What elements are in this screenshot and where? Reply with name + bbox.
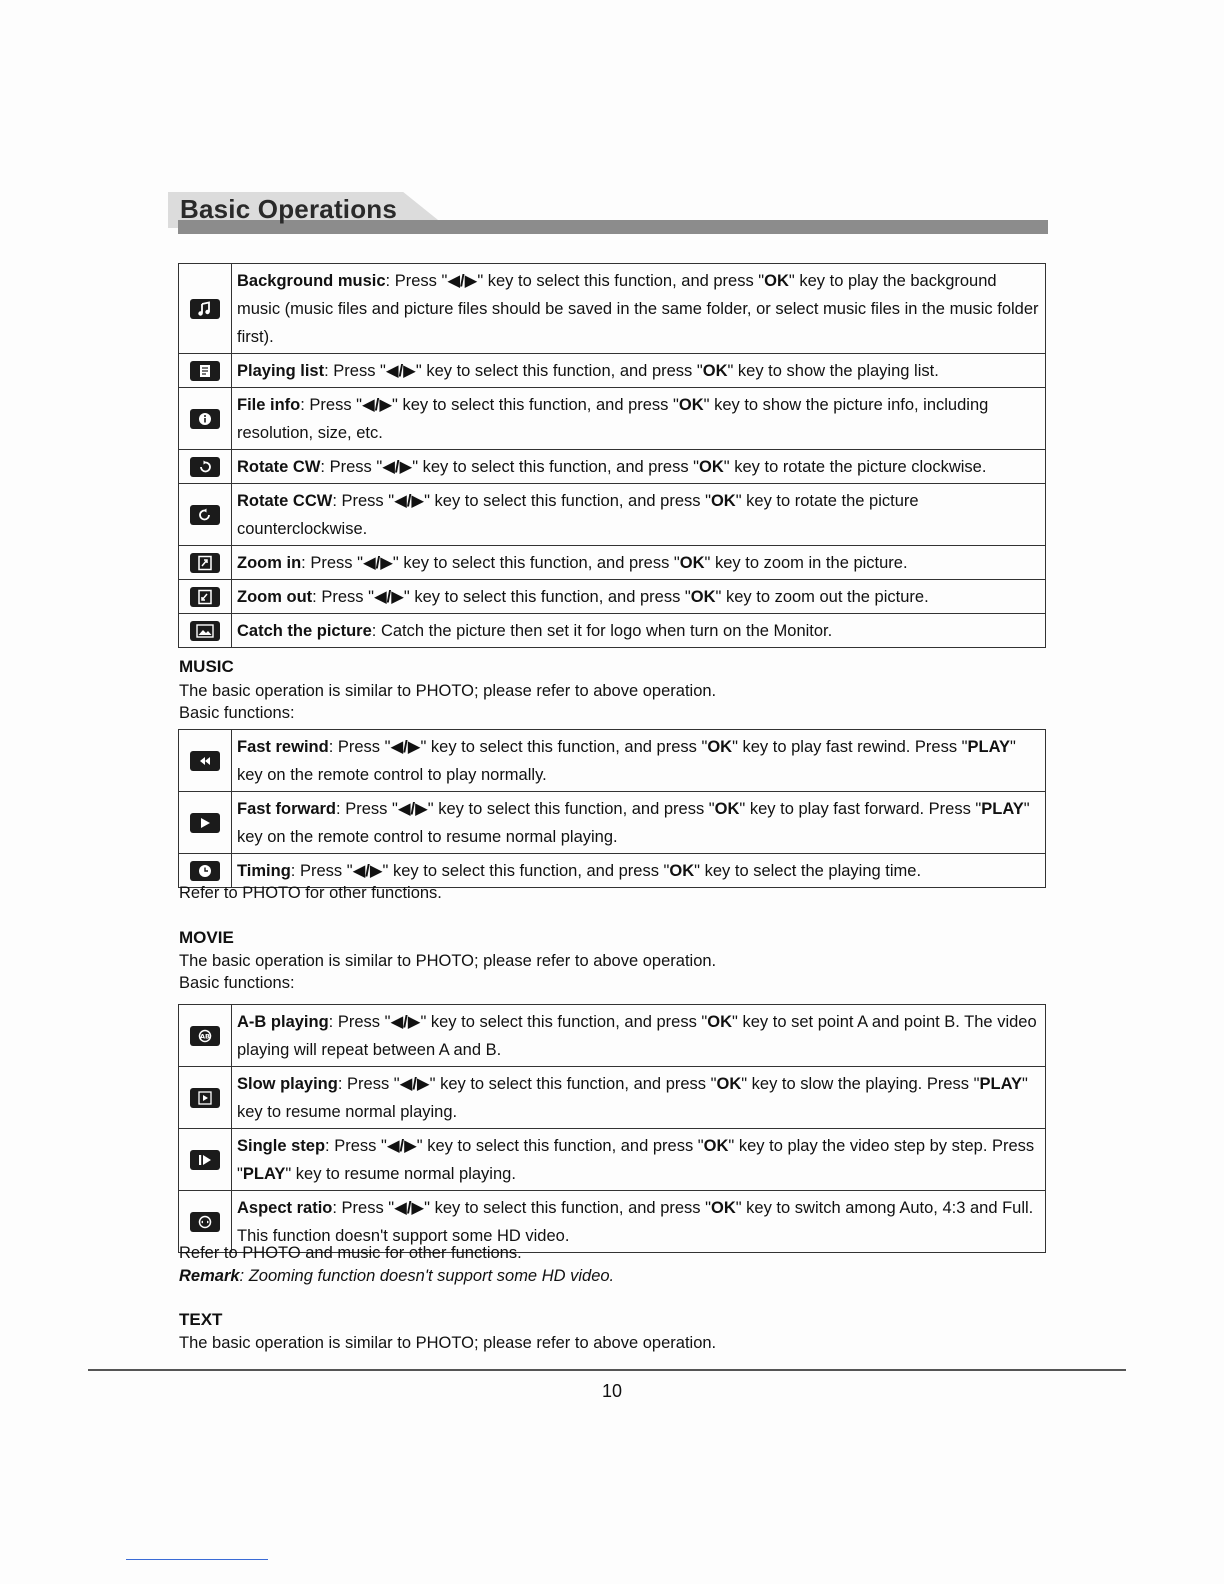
- picture-icon: [190, 621, 220, 641]
- ok-key-label: OK: [714, 800, 740, 818]
- ok-key-label: OK: [703, 1137, 729, 1155]
- arrow-keys-label: ◀/▶: [394, 492, 425, 510]
- table-row: [179, 1129, 1046, 1191]
- ok-key-label: OK: [764, 272, 789, 290]
- function-description: Catch the picture: Catch the picture then set it for logo when turn on the Monitor.: [232, 614, 1046, 648]
- ok-key-label: OK: [690, 588, 716, 606]
- function-description: Rotate CW: Press "◀/▶" key to select this function, and press "OK" key to rotate the picture clockwise.: [232, 450, 1046, 484]
- table-row: [179, 1005, 1046, 1067]
- slow-play-icon: [190, 1088, 220, 1108]
- function-name: Single step: [237, 1137, 326, 1155]
- footer-rule: [88, 1369, 1126, 1371]
- play-key-label: PLAY: [981, 800, 1024, 818]
- arrow-keys-label: ◀/▶: [382, 458, 413, 476]
- photo-functions-table: [178, 263, 1046, 648]
- page-number: 10: [601, 1381, 623, 1401]
- icon-cell: [179, 484, 232, 546]
- function-name: Fast rewind: [237, 738, 329, 756]
- ok-key-label: OK: [710, 492, 736, 510]
- ok-key-label: OK: [699, 458, 724, 476]
- music-note-icon: [190, 299, 220, 319]
- music-basic-label: Basic functions:: [179, 704, 295, 722]
- function-description: Fast forward: Press "◀/▶" key to select this function, and press "OK" key to play fast forward. Press "PLAY" key on the remote control to resume normal playing.: [232, 792, 1046, 854]
- function-name: Aspect ratio: [237, 1199, 333, 1217]
- function-name: Rotate CCW: [237, 492, 333, 510]
- function-description: Zoom out: Press "◀/▶" key to select this function, and press "OK" key to zoom out the picture.: [232, 580, 1046, 614]
- arrow-keys-label: ◀/▶: [385, 362, 416, 380]
- movie-title: MOVIE: [179, 928, 234, 947]
- table-row: [179, 730, 1046, 792]
- arrow-keys-label: ◀/▶: [399, 1075, 430, 1093]
- info-icon: [190, 409, 220, 429]
- icon-cell: [179, 792, 232, 854]
- function-name: Timing: [237, 862, 291, 880]
- function-name: A-B playing: [237, 1013, 329, 1031]
- music-outro: Refer to PHOTO for other functions.: [179, 884, 442, 902]
- function-name: File info: [237, 396, 301, 414]
- function-description: Playing list: Press "◀/▶" key to select this function, and press "OK" key to show the playing list.: [232, 354, 1046, 388]
- icon-cell: [179, 730, 232, 792]
- arrow-keys-label: ◀/▶: [397, 800, 428, 818]
- aspect-ratio-icon: [190, 1212, 220, 1232]
- clock-icon: [190, 861, 220, 881]
- page-title: Basic Operations: [180, 194, 398, 224]
- table-row: [179, 614, 1046, 648]
- text-intro: The basic operation is similar to PHOTO; please refer to above operation.: [179, 1334, 717, 1352]
- function-name: Zoom in: [237, 554, 302, 572]
- function-description: Single step: Press "◀/▶" key to select this function, and press "OK" key to play the video step by step. Press "PLAY" key to resume normal playing.: [232, 1129, 1046, 1191]
- function-name: Slow playing: [237, 1075, 338, 1093]
- rotate-cw-icon: [190, 457, 220, 477]
- arrow-keys-label: ◀/▶: [447, 272, 478, 290]
- icon-cell: [179, 580, 232, 614]
- arrow-keys-label: ◀/▶: [390, 738, 421, 756]
- table-row: [179, 1067, 1046, 1129]
- icon-cell: [179, 388, 232, 450]
- corner-rule: [126, 1559, 268, 1560]
- function-name: Catch the picture: [237, 622, 372, 640]
- music-title: MUSIC: [179, 657, 234, 676]
- arrow-keys-label: ◀/▶: [390, 1013, 421, 1031]
- function-description: File info: Press "◀/▶" key to select this function, and press "OK" key to show the picture info, including resolution, size, etc.: [232, 388, 1046, 450]
- ok-key-label: OK: [669, 862, 695, 880]
- function-description: A-B playing: Press "◀/▶" key to select this function, and press "OK" key to set point A and point B. The video playing will repeat between A and B.: [232, 1005, 1046, 1067]
- table-row: [179, 792, 1046, 854]
- icon-cell: [179, 546, 232, 580]
- play-key-label: PLAY: [242, 1165, 286, 1183]
- icon-cell: [179, 450, 232, 484]
- ok-key-label: OK: [679, 554, 705, 572]
- table-row: [179, 484, 1046, 546]
- svg-text:AB: AB: [200, 1032, 210, 1040]
- remark-label: Remark: [179, 1267, 240, 1285]
- ok-key-label: OK: [702, 362, 728, 380]
- function-description: Rotate CCW: Press "◀/▶" key to select this function, and press "OK" key to rotate the picture counterclockwise.: [232, 484, 1046, 546]
- ok-key-label: OK: [716, 1075, 742, 1093]
- function-description: Aspect ratio: Press "◀/▶" key to select this function, and press "OK" key to switch among Auto, 4:3 and Full. This function doesn't support some HD video.: [232, 1191, 1046, 1253]
- icon-cell: [179, 1005, 232, 1067]
- table-row: [179, 580, 1046, 614]
- ab-repeat-icon: [190, 1026, 220, 1046]
- zoom-out-icon: [190, 587, 220, 607]
- icon-cell: [179, 1067, 232, 1129]
- list-icon: [190, 361, 220, 381]
- arrow-keys-label: ◀/▶: [362, 396, 393, 414]
- ok-key-label: OK: [710, 1199, 736, 1217]
- function-description: Zoom in: Press "◀/▶" key to select this function, and press "OK" key to zoom in the picture.: [232, 546, 1046, 580]
- icon-cell: [179, 614, 232, 648]
- music-functions-table: [178, 729, 1046, 888]
- function-description: Background music: Press "◀/▶" key to select this function, and press "OK" key to play the background music (music files and picture files should be saved in the same folder, or select music files in the music folder first).: [232, 264, 1046, 354]
- music-intro: The basic operation is similar to PHOTO; please refer to above operation.: [179, 682, 717, 700]
- remark: [179, 1265, 614, 1287]
- single-step-icon: [190, 1150, 220, 1170]
- icon-cell: [179, 1129, 232, 1191]
- ok-key-label: OK: [678, 396, 704, 414]
- movie-functions-table: [178, 1004, 1046, 1253]
- table-row: [179, 264, 1046, 354]
- section-header: [168, 188, 1048, 236]
- function-name: Zoom out: [237, 588, 313, 606]
- ok-key-label: OK: [707, 1013, 733, 1031]
- zoom-in-icon: [190, 553, 220, 573]
- function-name: Fast forward: [237, 800, 337, 818]
- function-name: Rotate CW: [237, 458, 321, 476]
- table-row: [179, 450, 1046, 484]
- rotate-ccw-icon: [190, 505, 220, 525]
- arrow-keys-label: ◀/▶: [362, 554, 393, 572]
- arrow-keys-label: ◀/▶: [373, 588, 404, 606]
- movie-outro: Refer to PHOTO and music for other functions.: [179, 1244, 522, 1262]
- icon-cell: [179, 354, 232, 388]
- fast-rewind-icon: [190, 751, 220, 771]
- play-key-label: PLAY: [967, 738, 1011, 756]
- movie-intro: The basic operation is similar to PHOTO; please refer to above operation.: [179, 952, 717, 970]
- table-row: [179, 546, 1046, 580]
- ok-key-label: OK: [707, 738, 733, 756]
- function-description: Fast rewind: Press "◀/▶" key to select this function, and press "OK" key to play fast rewind. Press "PLAY" key on the remote control to play normally.: [232, 730, 1046, 792]
- function-description: Timing: Press "◀/▶" key to select this function, and press "OK" key to select the playing time.: [232, 854, 1046, 888]
- function-name: Background music: [237, 272, 386, 290]
- text-title: TEXT: [179, 1310, 223, 1329]
- movie-basic-label: Basic functions:: [179, 974, 295, 992]
- play-key-label: PLAY: [979, 1075, 1022, 1093]
- table-row: [179, 388, 1046, 450]
- arrow-keys-label: ◀/▶: [352, 862, 383, 880]
- arrow-keys-label: ◀/▶: [386, 1137, 417, 1155]
- icon-cell: [179, 264, 232, 354]
- function-name: Playing list: [237, 362, 325, 380]
- arrow-keys-label: ◀/▶: [394, 1199, 425, 1217]
- table-row: [179, 354, 1046, 388]
- remark-text: : Zooming function doesn't support some HD video.: [239, 1267, 615, 1285]
- function-description: Slow playing: Press "◀/▶" key to select this function, and press "OK" key to slow the playing. Press "PLAY" key to resume normal playing.: [232, 1067, 1046, 1129]
- fast-forward-icon: [190, 813, 220, 833]
